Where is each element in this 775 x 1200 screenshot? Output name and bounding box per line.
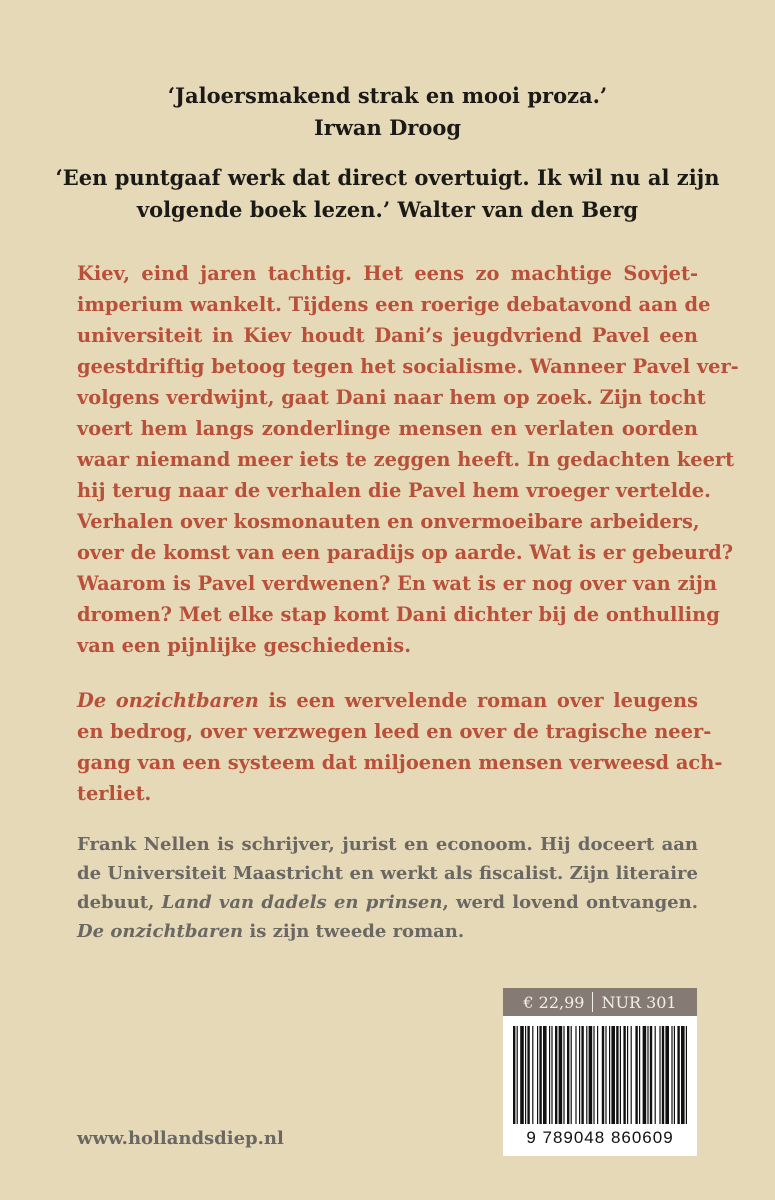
barcode-bar bbox=[631, 1026, 632, 1124]
bio-text: debuut, bbox=[77, 892, 162, 913]
barcode-bar bbox=[609, 1026, 610, 1124]
barcode-bar bbox=[513, 1026, 515, 1124]
barcode-bar bbox=[643, 1026, 647, 1124]
bio-line bbox=[77, 917, 698, 946]
blurb-line: Waarom is Pavel verdwenen? En wat is er nog over van zijn bbox=[77, 572, 718, 595]
debut-title: Land van dadels en prinsen bbox=[161, 892, 443, 913]
blurb-line: dromen? Met elke stap komt Dani dichter bij de onthulling bbox=[77, 603, 720, 626]
bio-text: , werd lovend ontvangen. bbox=[442, 892, 698, 913]
price-label bbox=[503, 988, 697, 1016]
barcode-bar bbox=[551, 1026, 552, 1124]
barcode-bar bbox=[616, 1026, 618, 1124]
barcode-bar bbox=[686, 1026, 687, 1124]
barcode-bar bbox=[537, 1026, 538, 1124]
barcode-bar bbox=[639, 1026, 640, 1124]
bio-line: Frank Nellen is schrijver, jurist en econoom. Hij doceert aan bbox=[77, 834, 698, 855]
barcode-bar bbox=[665, 1026, 669, 1124]
book-title: De onzichtbaren bbox=[77, 689, 259, 712]
blurb-line: van een pijnlijke geschiedenis. bbox=[77, 634, 411, 657]
blurb-line: en bedrog, over verzwegen leed en over de tragische neer- bbox=[77, 720, 712, 743]
quote-2-line-1: ‘Een puntgaaf werk dat direct overtuigt. Ik wil nu al zijn bbox=[55, 165, 720, 190]
quote-1-author: Irwan Droog bbox=[313, 115, 462, 140]
isbn-number: 9 789048 860609 bbox=[526, 1128, 674, 1147]
blurb-paragraph-2 bbox=[77, 685, 723, 809]
barcode-bar bbox=[532, 1026, 533, 1124]
barcode-bar bbox=[543, 1026, 547, 1124]
barcode-bar bbox=[671, 1026, 672, 1124]
barcode-bar bbox=[605, 1026, 606, 1124]
barcode-bar bbox=[571, 1026, 572, 1124]
barcode-bar bbox=[647, 1026, 648, 1124]
barcode-bar bbox=[602, 1026, 604, 1124]
blurb-line: geestdriftig betoog tegen het socialisme. Wanneer Pavel ver- bbox=[77, 355, 739, 378]
price-divider bbox=[592, 992, 593, 1012]
barcode-bar bbox=[674, 1026, 675, 1124]
barcode-bar bbox=[655, 1026, 656, 1124]
quote-2 bbox=[0, 162, 775, 226]
blurb-line: over de komst van een paradijs op aarde. Wat is er gebeurd? bbox=[77, 541, 734, 564]
barcode-bar bbox=[559, 1026, 563, 1124]
blurb-text: is een wervelende roman over leugens bbox=[258, 689, 698, 712]
barcode-bar bbox=[586, 1026, 587, 1124]
barcode-bar bbox=[662, 1026, 664, 1124]
barcode-bar bbox=[620, 1026, 621, 1124]
barcode-bar bbox=[539, 1026, 541, 1124]
barcode-icon bbox=[511, 1026, 689, 1124]
barcode-bar bbox=[567, 1026, 569, 1124]
blurb-line: Kiev, eind jaren tachtig. Het eens zo machtige Sovjet- bbox=[77, 262, 698, 285]
book-blurb bbox=[77, 258, 739, 809]
barcode-bar bbox=[623, 1026, 625, 1124]
review-quotes bbox=[0, 80, 775, 226]
barcode-bar bbox=[579, 1026, 580, 1124]
barcode-bar bbox=[659, 1026, 660, 1124]
barcode-bar bbox=[681, 1026, 685, 1124]
nur-code: NUR 301 bbox=[601, 992, 677, 1012]
quote-2-line-2: volgende boek lezen.’ Walter van den Berg bbox=[136, 197, 639, 222]
barcode-bar bbox=[589, 1026, 593, 1124]
publisher-website[interactable]: www.hollandsdiep.nl bbox=[77, 1128, 284, 1149]
barcode-bar bbox=[575, 1026, 576, 1124]
barcode-bar bbox=[527, 1026, 529, 1124]
author-bio bbox=[77, 830, 698, 946]
barcode-bar bbox=[525, 1026, 526, 1124]
bio-line: de Universiteit Maastricht en werkt als fiscalist. Zijn literaire bbox=[77, 863, 698, 884]
isbn-barcode bbox=[503, 1016, 697, 1156]
blurb-line: hij terug naar de verhalen die Pavel hem vroeger vertelde. bbox=[77, 479, 711, 502]
blurb-paragraph-1 bbox=[77, 258, 739, 661]
blurb-line: imperium wankelt. Tijdens een roerige debatavond aan de bbox=[77, 293, 711, 316]
barcode-bar bbox=[549, 1026, 550, 1124]
barcode-bar bbox=[611, 1026, 615, 1124]
barcode-bar bbox=[677, 1026, 679, 1124]
blurb-line: universiteit in Kiev houdt Dani’s jeugdvriend Pavel een bbox=[77, 324, 698, 347]
barcode-bar bbox=[635, 1026, 637, 1124]
price: € 22,99 bbox=[523, 992, 585, 1012]
blurb-line: terliet. bbox=[77, 782, 152, 805]
quote-1-text: ‘Jaloersmakend strak en mooi proza.’ bbox=[167, 83, 608, 108]
barcode-bar bbox=[581, 1026, 583, 1124]
quote-1 bbox=[0, 80, 775, 144]
blurb-line: gang van een systeem dat miljoenen mensen verweesd ach- bbox=[77, 751, 723, 774]
barcode-bar bbox=[520, 1026, 524, 1124]
barcode-bar bbox=[597, 1026, 598, 1124]
blurb-line: voert hem langs zonderlinge mensen en verlaten oorden bbox=[77, 417, 698, 440]
barcode-bar bbox=[555, 1026, 557, 1124]
blurb-line: volgens verdwijnt, gaat Dani naar hem op zoek. Zijn tocht bbox=[77, 386, 706, 409]
barcode-bar bbox=[517, 1026, 518, 1124]
blurb-line: waar niemand meer iets te zeggen heeft. In gedachten keert bbox=[77, 448, 735, 471]
blurb-line bbox=[77, 685, 698, 716]
blurb-line: Verhalen over kosmonauten en onvermoeibare arbeiders, bbox=[77, 510, 700, 533]
barcode-bar bbox=[650, 1026, 652, 1124]
bio-line bbox=[77, 888, 698, 917]
book-title: De onzichtbaren bbox=[77, 921, 244, 942]
barcode-bar bbox=[593, 1026, 594, 1124]
barcode-bar bbox=[627, 1026, 628, 1124]
barcode-bar bbox=[563, 1026, 564, 1124]
bio-text: is zijn tweede roman. bbox=[243, 921, 465, 942]
